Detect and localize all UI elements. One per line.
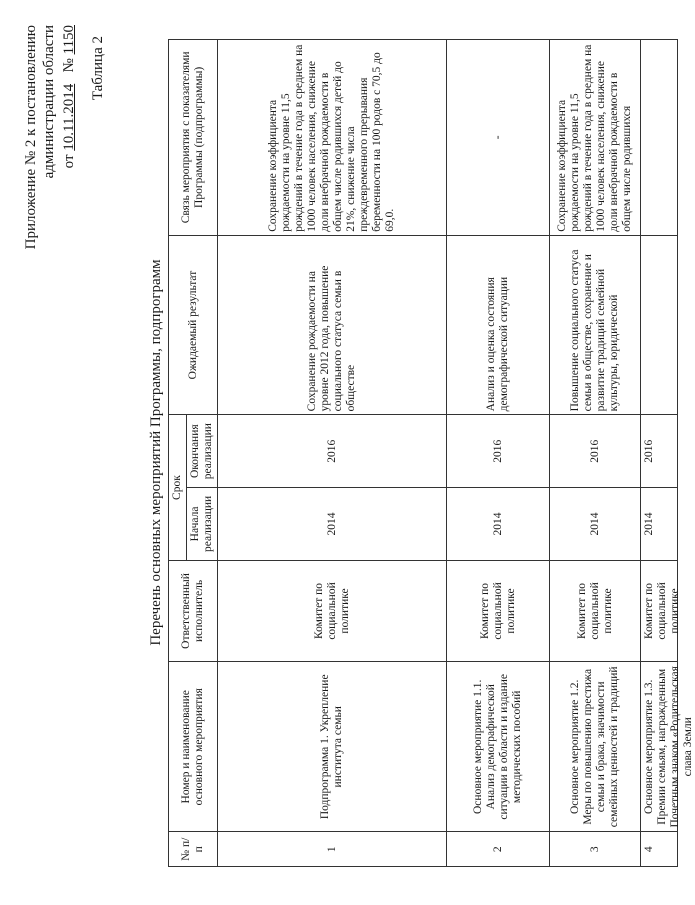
cell-name	[641, 662, 694, 832]
table-row	[550, 40, 641, 867]
cell-link: -	[447, 40, 550, 236]
cell-num: 4	[641, 832, 678, 867]
cell-executor: Комитет по социальной политике	[550, 560, 641, 661]
cell-link: Сохранение коэффициента рождаемости на уровне 11,5 рождений в течение года в среднем на 1000 человек населения, снижение доли внебрачной рождаемости в общем числе родившихся	[550, 40, 641, 236]
date-prefix: от	[61, 154, 77, 169]
table-row	[218, 40, 447, 867]
cell-executor-text: Комитет по социальной политике	[643, 582, 681, 640]
appendix-header	[22, 25, 78, 345]
header-num: № п/п	[169, 832, 218, 867]
table-title: Перечень основных мероприятий Программы, подпрограмм	[148, 259, 164, 646]
header-link: Связь мероприятия с показателями Программы (подпрограммы)	[169, 40, 218, 236]
table-row	[447, 40, 550, 867]
date-value: 10.11.2014	[61, 83, 77, 151]
appendix-line-1: Приложение № 2 к постановлению	[23, 25, 39, 250]
number-value: 1150	[61, 25, 77, 55]
cell-link: Сохранение коэффициента рождаемости на уровне 11,5 рождений в течение года в среднем на 1000 человек населения, снижение доли внебрачной рождаемости в общем числе родившихся детей до 21%, снижение числа преждевременного прерывания беременности на 100 родов с 70,5 до 69,0.	[218, 40, 447, 236]
cell-name-text: Основное мероприятие 1.3. Премии семьям, награжденным Почетным знаком «Родительская слава Земли	[643, 666, 694, 828]
cell-result: Сохранение рождаемости на уровне 2012 года, повышение социального статуса семьи в обществе	[218, 235, 447, 415]
cell-start: 2014	[641, 488, 678, 561]
header-end: Окончания реализации	[187, 415, 218, 488]
cell-start: 2014	[218, 488, 447, 561]
cell-executor: Комитет по социальной политике	[447, 560, 550, 661]
table-label: Таблица 2	[90, 36, 106, 101]
cell-num: 3	[550, 832, 641, 867]
cell-name: Основное мероприятие 1.2. Меры по повышению престижа семьи и брака, значимости семейных ценностей и традиций	[550, 662, 641, 832]
measures-table	[168, 39, 694, 867]
cell-name: Основное мероприятие 1.1. Анализ демографической ситуации в области и издание методических пособий	[447, 662, 550, 832]
cell-num: 1	[218, 832, 447, 867]
cell-end: 2016	[550, 415, 641, 488]
cell-start: 2014	[447, 488, 550, 561]
cell-result: Анализ и оценка состояния демографической ситуации	[447, 235, 550, 415]
cell-start: 2014	[550, 488, 641, 561]
number-prefix: №	[61, 58, 77, 73]
cell-link	[641, 40, 678, 236]
header-executor: Ответственный исполнитель	[169, 560, 218, 661]
cell-end: 2016	[641, 415, 678, 488]
cell-executor: Комитет по социальной политике	[218, 560, 447, 661]
cell-executor	[641, 560, 681, 661]
date-number-line	[60, 25, 78, 345]
table-row	[641, 40, 678, 867]
header-term: Срок	[169, 415, 187, 561]
cell-end: 2016	[218, 415, 447, 488]
header-start: Начала реализации	[187, 488, 218, 561]
cell-end: 2016	[447, 415, 550, 488]
appendix-line-2: администрации области	[41, 25, 57, 179]
cell-name: Подпрограмма 1. Укрепление института семьи	[218, 662, 447, 832]
header-name: Номер и наименование основного мероприятия	[169, 662, 218, 832]
cell-result	[641, 235, 678, 415]
header-result: Ожидаемый результат	[169, 235, 218, 415]
cell-num: 2	[447, 832, 550, 867]
cell-result: Повышение социального статуса семьи в обществе, сохранение и развитие традиций семейной культуры, юридической	[550, 235, 641, 415]
